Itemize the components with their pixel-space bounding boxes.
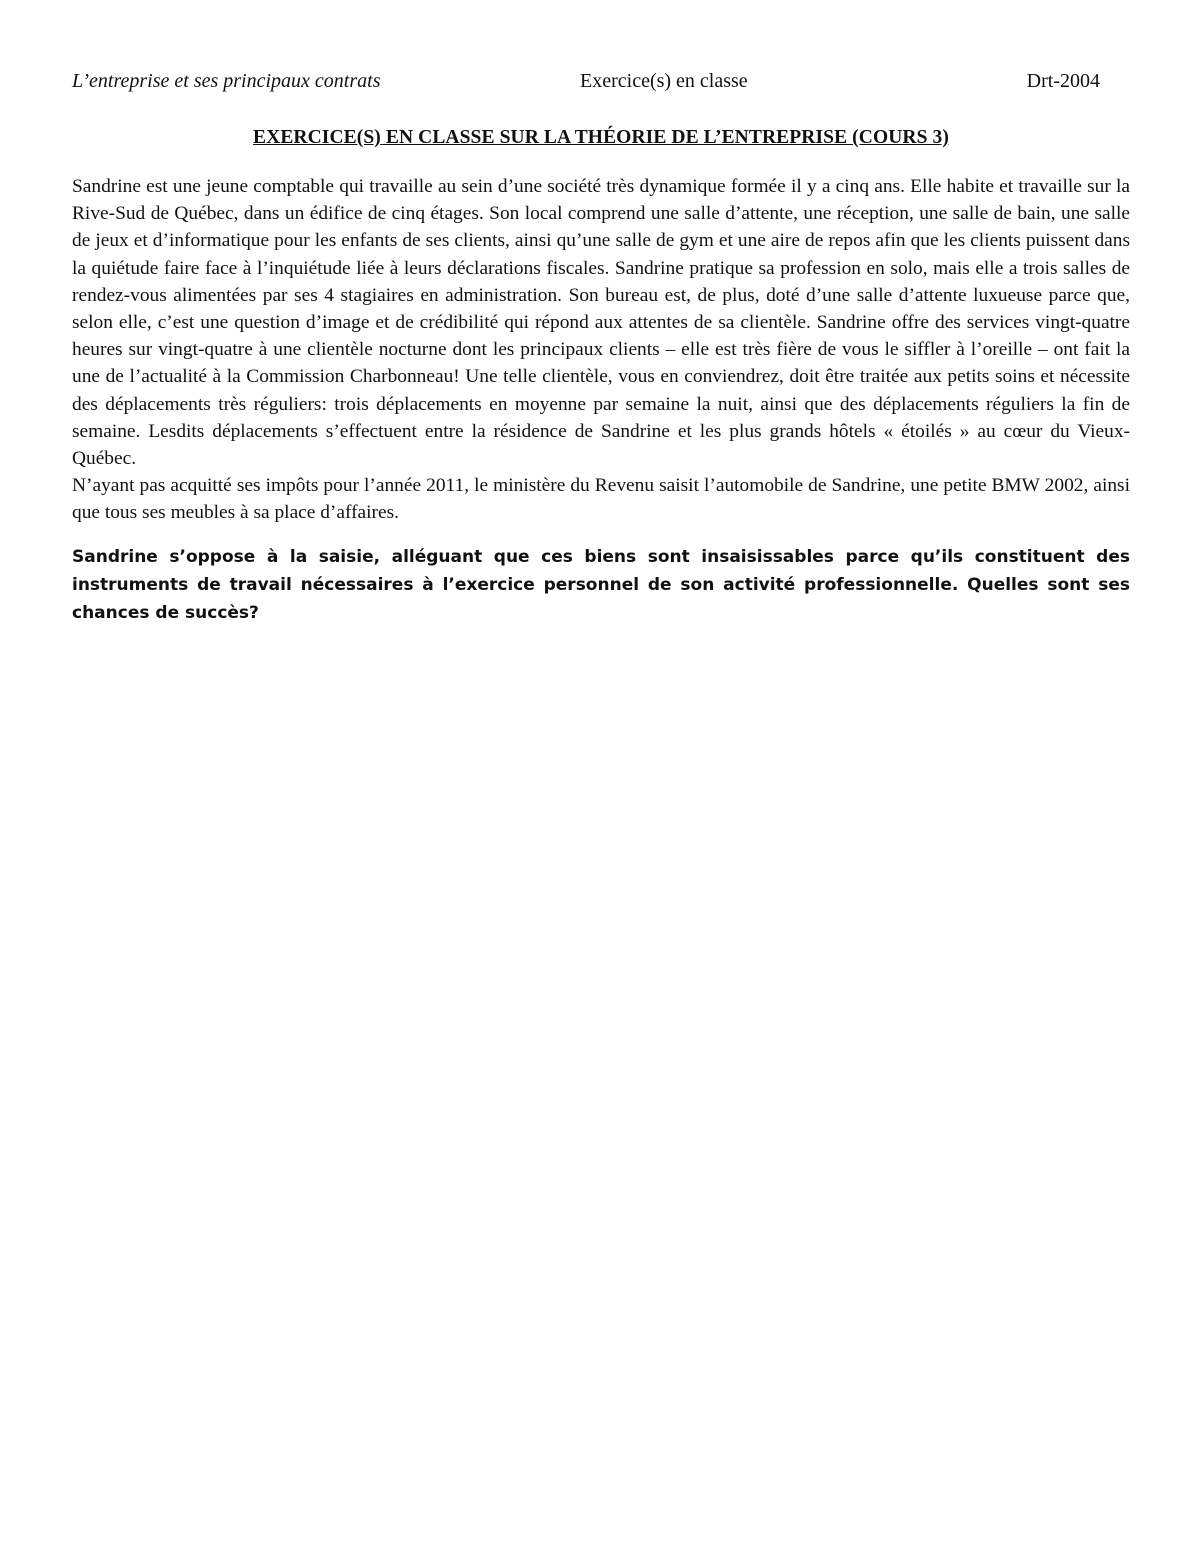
paragraph-scenario: Sandrine est une jeune comptable qui travaille au sein d’une société très dynamique formée il y a cinq ans. Elle habite et travaille sur la Rive-Sud de Québec, dans un édifice de cinq étages. Son local comprend une salle d’attente, une réception, une salle de bain, une salle de jeux et d’informatique pour les enfants de ses clients, ainsi qu’une salle de gym et une aire de repos afin que les clients puissent dans la quiétude faire face à l’inquiétude liée à leurs déclarations fiscales. Sandrine pratique sa profession en solo, mais elle a trois salles de rendez-vous alimentées par ses 4 stagiaires en administration. Son bureau est, de plus, doté d’une salle d’attente luxueuse parce que, selon elle, c’est une question d’image et de crédibilité qui répond aux attentes de sa clientèle. Sandrine offre des services vingt-quatre heures sur vingt-quatre à une clientèle nocturne dont les principaux clients – elle est très fière de vous le siffler à l’oreille – ont fait la une de l’actualité à la Commission Charbonneau! Une telle clientèle, vous en conviendrez, doit être traitée aux petits soins et nécessite des déplacements très réguliers: trois déplacements en moyenne par semaine la nuit, ainsi que des déplacements réguliers la fin de semaine. Lesdits déplacements s’effectuent entre la résidence de Sandrine et les plus grands hôtels « étoilés » au cœur du Vieux-Québec. bbox=[72, 176, 1130, 470]
page-header bbox=[72, 70, 1130, 100]
header-section-label: Exercice(s) en classe bbox=[580, 70, 748, 92]
exercise-question: Sandrine s’oppose à la saisie, alléguant que ces biens sont insaisissables parce qu’ils constituent des instruments de travail nécessaires à l’exercice personnel de son activité professionnelle. Quelles sont ses chances de succès? bbox=[72, 546, 1130, 623]
case-description bbox=[72, 173, 1130, 527]
document-page bbox=[72, 70, 1130, 627]
header-course-title: L’entreprise et ses principaux contrats bbox=[72, 70, 381, 92]
paragraph-seizure: N’ayant pas acquitté ses impôts pour l’année 2011, le ministère du Revenu saisit l’automobile de Sandrine, une petite BMW 2002, ainsi que tous ses meubles à sa place d’affaires. bbox=[72, 475, 1130, 524]
header-course-code: Drt-2004 bbox=[1026, 70, 1100, 92]
document-title: EXERCICE(S) EN CLASSE SUR LA THÉORIE DE L’ENTREPRISE (COURS 3) bbox=[253, 127, 949, 148]
